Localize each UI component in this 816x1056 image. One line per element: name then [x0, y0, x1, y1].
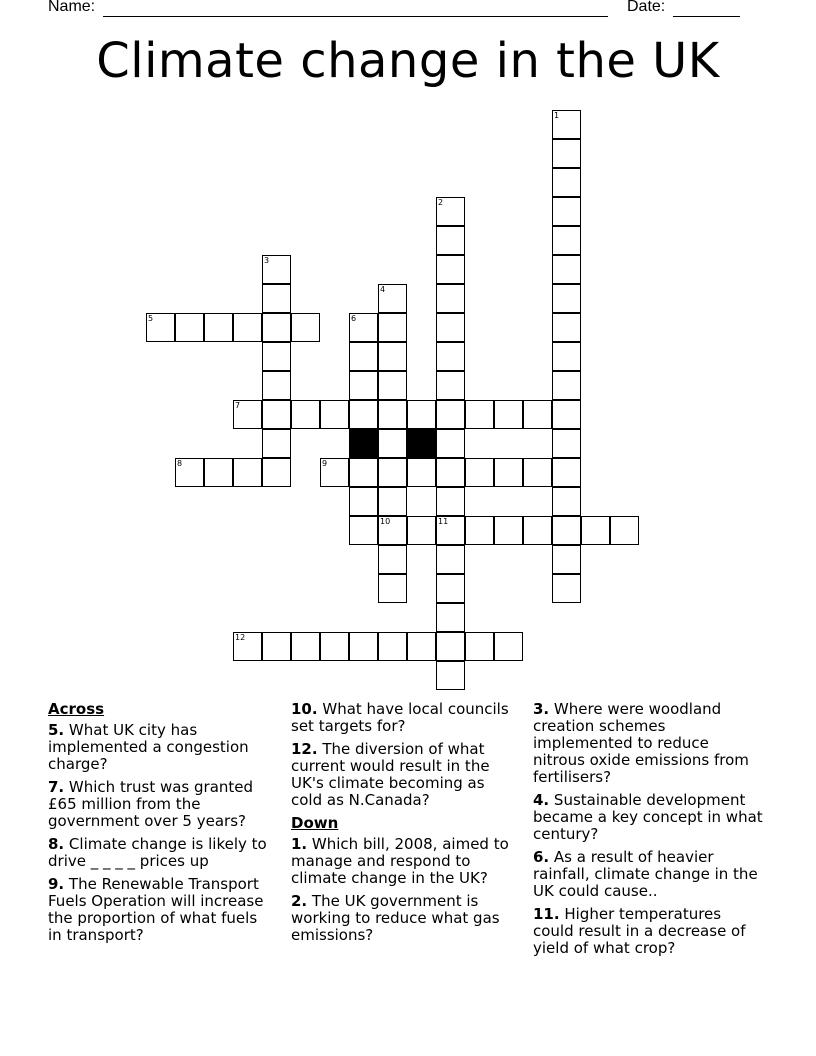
grid-cell[interactable]	[233, 313, 262, 342]
grid-cell[interactable]	[465, 516, 494, 545]
grid-cell[interactable]	[436, 603, 465, 632]
grid-cell[interactable]	[436, 400, 465, 429]
grid-cell[interactable]	[552, 400, 581, 429]
grid-cell[interactable]	[552, 545, 581, 574]
clue-number: 1	[554, 111, 560, 120]
grid-cell[interactable]	[262, 342, 291, 371]
grid-cell[interactable]	[291, 400, 320, 429]
grid-cell[interactable]	[436, 458, 465, 487]
grid-cell[interactable]	[552, 516, 581, 545]
clue-number: 5	[148, 314, 154, 323]
grid-cell[interactable]	[436, 371, 465, 400]
grid-cell[interactable]	[552, 168, 581, 197]
grid-cell[interactable]	[436, 574, 465, 603]
clue-across-8: 8. Climate change is likely to drive _ _ _ _ prices up	[48, 835, 267, 870]
grid-cell[interactable]	[523, 400, 552, 429]
grid-cell[interactable]	[378, 313, 407, 342]
grid-cell[interactable]	[349, 516, 378, 545]
across-heading: Across	[48, 700, 105, 718]
grid-cell[interactable]	[349, 458, 378, 487]
grid-cell[interactable]	[175, 313, 204, 342]
grid-cell[interactable]	[494, 458, 523, 487]
grid-cell[interactable]	[349, 342, 378, 371]
clue-number: 12	[235, 633, 246, 642]
clue-across-12: 12. The diversion of what current would result in the UK's climate becoming as cold as N.Canada?	[291, 740, 490, 809]
grid-cell[interactable]	[349, 632, 378, 661]
clue-number: 2	[438, 198, 444, 207]
grid-cell[interactable]	[436, 429, 465, 458]
grid-cell[interactable]	[204, 458, 233, 487]
grid-cell[interactable]	[552, 313, 581, 342]
grid-cell[interactable]	[378, 545, 407, 574]
grid-cell[interactable]	[610, 516, 639, 545]
grid-cell[interactable]	[378, 487, 407, 516]
clue-down-11: 11. Higher temperatures could result in a decrease of yield of what crop?	[533, 905, 746, 957]
clue-number: 10	[380, 517, 391, 526]
grid-cell[interactable]	[378, 429, 407, 458]
grid-cell[interactable]	[465, 458, 494, 487]
grid-cell[interactable]	[552, 255, 581, 284]
clue-down-6: 6. As a result of heavier rainfall, climate change in the UK could cause..	[533, 848, 758, 900]
grid-cell[interactable]	[552, 342, 581, 371]
grid-cell[interactable]	[436, 255, 465, 284]
grid-cell[interactable]	[378, 458, 407, 487]
grid-cell[interactable]	[262, 313, 291, 342]
grid-cell[interactable]	[349, 400, 378, 429]
grid-cell[interactable]	[378, 342, 407, 371]
clue-number: 6	[351, 314, 357, 323]
grid-cell[interactable]	[262, 632, 291, 661]
grid-cell[interactable]	[291, 313, 320, 342]
grid-cell[interactable]	[349, 487, 378, 516]
grid-cell[interactable]	[523, 458, 552, 487]
grid-cell[interactable]	[291, 632, 320, 661]
clue-number: 9	[322, 459, 328, 468]
grid-cell[interactable]	[407, 400, 436, 429]
clues-column-2	[291, 701, 519, 950]
grid-cell[interactable]	[436, 226, 465, 255]
grid-cell[interactable]	[552, 429, 581, 458]
grid-cell[interactable]	[581, 516, 610, 545]
name-label: Name:	[48, 0, 96, 15]
grid-cell[interactable]	[436, 661, 465, 690]
grid-cell[interactable]	[523, 516, 552, 545]
clue-down-3: 3. Where were woodland creation schemes implemented to reduce nitrous oxide emissions from fertilisers?	[533, 700, 749, 786]
clue-number: 3	[264, 256, 270, 265]
grid-cell[interactable]	[552, 197, 581, 226]
grid-cell[interactable]	[436, 313, 465, 342]
clue-number: 7	[235, 401, 241, 410]
grid-cell[interactable]	[552, 226, 581, 255]
grid-cell[interactable]	[552, 574, 581, 603]
grid-cell[interactable]	[552, 371, 581, 400]
grid-cell[interactable]	[320, 400, 349, 429]
grid-cell[interactable]	[465, 632, 494, 661]
grid-cell[interactable]	[378, 574, 407, 603]
down-heading: Down	[291, 814, 339, 832]
clue-across-10: 10. What have local councils set targets for?	[291, 700, 509, 735]
grid-cell[interactable]	[262, 458, 291, 487]
grid-cell[interactable]	[494, 516, 523, 545]
grid-cell[interactable]	[262, 284, 291, 313]
clues-column-3	[533, 701, 763, 963]
clues-column-1	[48, 701, 273, 950]
grid-cell[interactable]	[262, 400, 291, 429]
grid-cell[interactable]	[552, 487, 581, 516]
grid-cell[interactable]	[436, 284, 465, 313]
grid-cell[interactable]	[378, 632, 407, 661]
clue-across-7: 7. Which trust was granted £65 million from the government over 5 years?	[48, 778, 254, 830]
clue-down-1: 1. Which bill, 2008, aimed to manage and respond to climate change in the UK?	[291, 835, 509, 887]
clue-number: 11	[438, 517, 449, 526]
grid-cell[interactable]	[262, 371, 291, 400]
grid-cell[interactable]	[494, 632, 523, 661]
grid-cell[interactable]	[378, 400, 407, 429]
clue-down-4: 4. Sustainable development became a key concept in what century?	[533, 791, 763, 843]
black-cell	[407, 429, 436, 458]
grid-cell[interactable]	[552, 139, 581, 168]
page-title: Climate change in the UK	[96, 33, 720, 89]
grid-cell[interactable]	[436, 487, 465, 516]
grid-cell[interactable]	[407, 458, 436, 487]
grid-cell[interactable]	[436, 342, 465, 371]
grid-cell[interactable]	[436, 545, 465, 574]
grid-cell[interactable]	[262, 429, 291, 458]
grid-cell[interactable]	[407, 516, 436, 545]
grid-cell[interactable]	[233, 458, 262, 487]
grid-cell[interactable]	[552, 458, 581, 487]
grid-cell[interactable]	[552, 284, 581, 313]
date-label: Date:	[627, 0, 666, 15]
grid-cell[interactable]	[407, 632, 436, 661]
grid-cell[interactable]	[320, 632, 349, 661]
grid-cell[interactable]	[494, 400, 523, 429]
clue-number: 8	[177, 459, 183, 468]
grid-cell[interactable]	[436, 632, 465, 661]
grid-cell[interactable]	[378, 371, 407, 400]
clue-number: 4	[380, 285, 386, 294]
grid-cell[interactable]	[204, 313, 233, 342]
grid-cell[interactable]	[349, 371, 378, 400]
grid-cell[interactable]	[465, 400, 494, 429]
clue-down-2: 2. The UK government is working to reduce what gas emissions?	[291, 892, 500, 944]
clue-across-5: 5. What UK city has implemented a congestion charge?	[48, 721, 249, 773]
black-cell	[349, 429, 378, 458]
clue-across-9: 9. The Renewable Transport Fuels Operation will increase the proportion of what fuels in transport?	[48, 875, 264, 944]
